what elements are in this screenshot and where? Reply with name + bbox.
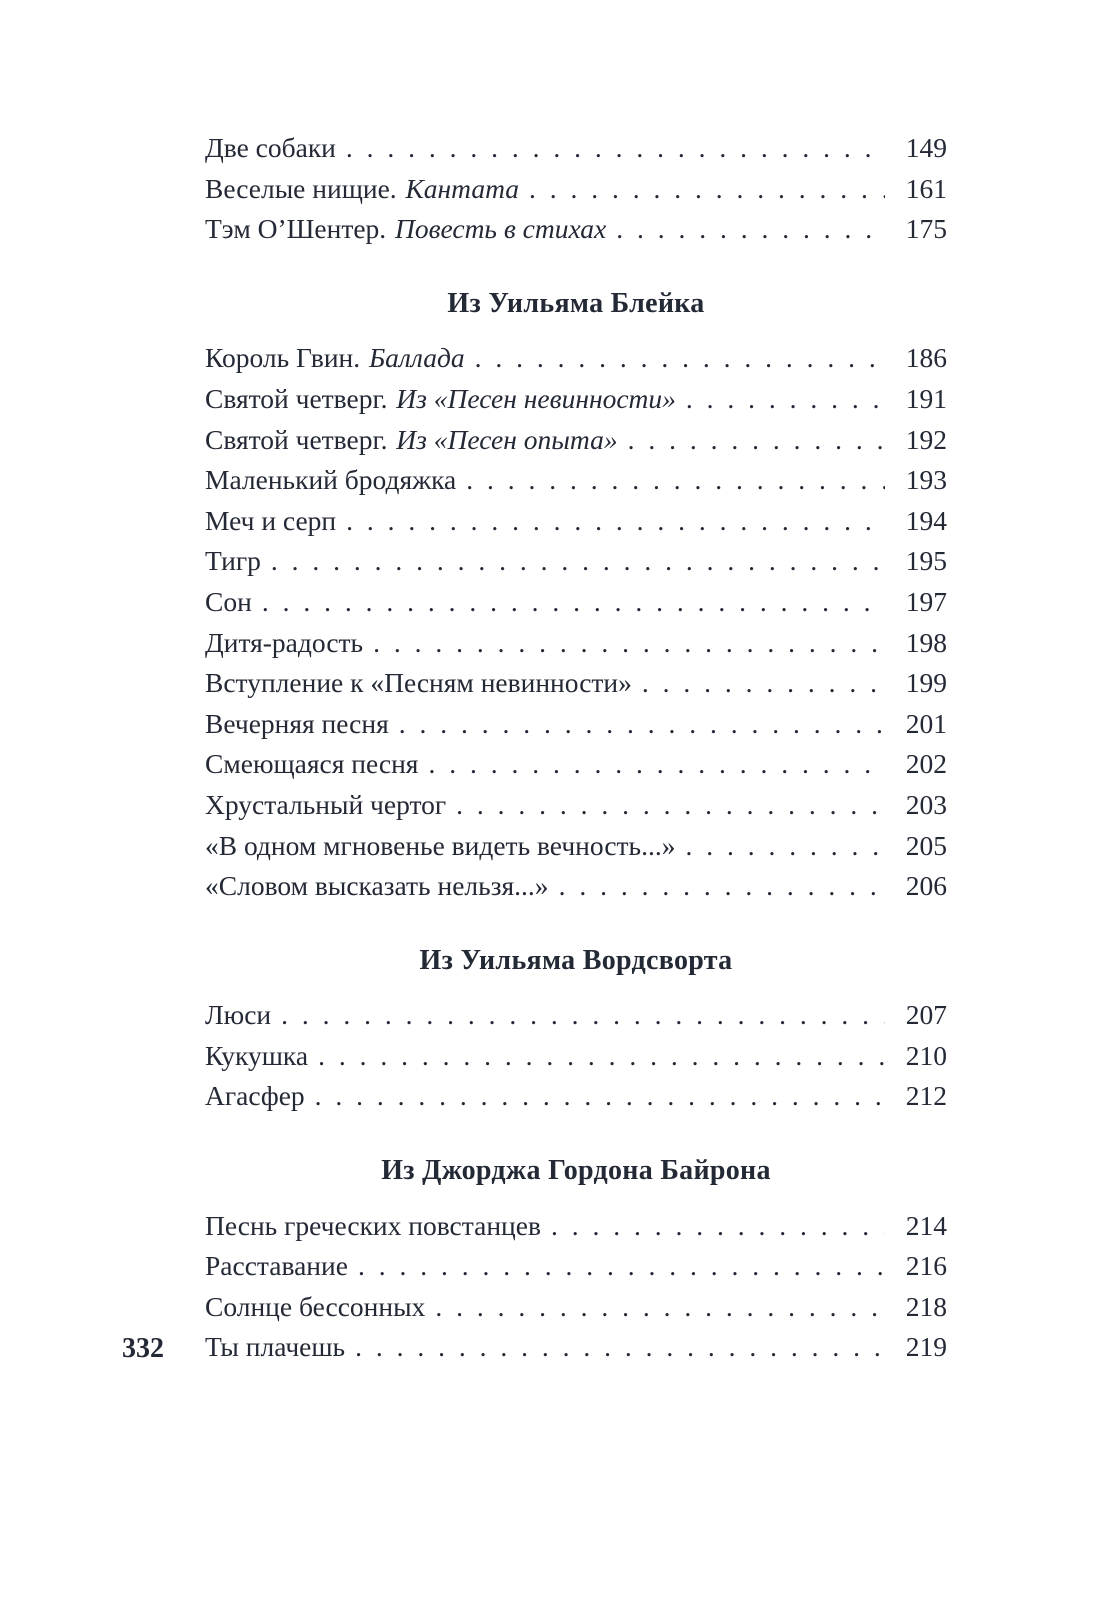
- toc-entry-title: Смеющаяся песня: [205, 748, 419, 780]
- section-heading: Из Уильяма Блейка: [447, 287, 705, 319]
- toc-entry: [205, 582, 947, 623]
- toc-entry-page: 194: [905, 504, 947, 536]
- toc-entry-title: «В одном мгновенье видеть вечность...»: [205, 829, 676, 861]
- table-of-contents: [205, 128, 947, 1368]
- dot-leader: [642, 663, 885, 704]
- toc-entry-page: 219: [905, 1331, 947, 1363]
- toc-entry-title: Вступление к «Песням невинности»: [205, 667, 632, 699]
- toc-entry-title: Сон: [205, 585, 252, 617]
- toc-section: [205, 941, 947, 1117]
- toc-entry-page: 214: [905, 1209, 947, 1241]
- toc-entry-title: Дитя-радость: [205, 626, 364, 658]
- toc-entry: [205, 1036, 947, 1077]
- dot-leader: [551, 1206, 885, 1247]
- dot-leader: [346, 128, 885, 169]
- section-heading: Из Уильяма Вордсворта: [419, 944, 733, 976]
- toc-entry-page: 218: [905, 1290, 947, 1322]
- toc-entry-title: Святой четверг.: [205, 423, 388, 455]
- toc-entry-page: 212: [905, 1080, 947, 1112]
- toc-entry-page: 198: [905, 626, 947, 658]
- toc-entry-title: Король Гвин.: [205, 342, 361, 374]
- toc-entry-title: Святой четверг.: [205, 382, 388, 414]
- dot-leader: [399, 704, 885, 745]
- dot-leader: [428, 744, 885, 785]
- dot-leader: [358, 1246, 885, 1287]
- toc-entry-page: 193: [905, 464, 947, 496]
- toc-entry-subtitle-italic: Из «Песен опыта»: [396, 423, 618, 455]
- dot-leader: [616, 209, 885, 250]
- toc-entry: [205, 541, 947, 582]
- toc-entry: [205, 379, 947, 420]
- toc-entry-subtitle-italic: Из «Песен невинности»: [396, 382, 676, 414]
- toc-entry: [205, 866, 947, 907]
- toc-entry-title: Маленький бродяжка: [205, 464, 457, 496]
- toc-entry-page: 195: [905, 545, 947, 577]
- toc-entry: [205, 1246, 947, 1287]
- toc-entry-title: Люси: [205, 999, 272, 1031]
- toc-entry-page: 186: [905, 342, 947, 374]
- toc-entry-title: Агасфер: [205, 1080, 305, 1112]
- toc-entry-page: 202: [905, 748, 947, 780]
- dot-leader: [456, 785, 885, 826]
- toc-entry: [205, 169, 947, 210]
- page-number: 332: [122, 1333, 164, 1364]
- toc-entry-title: Кукушка: [205, 1039, 309, 1071]
- toc-entry-title: Солнце бессонных: [205, 1290, 426, 1322]
- section-heading: Из Джорджа Гордона Байрона: [381, 1155, 771, 1187]
- dot-leader: [271, 541, 885, 582]
- dot-leader: [475, 338, 885, 379]
- dot-leader: [628, 420, 885, 461]
- toc-entry: [205, 1076, 947, 1117]
- toc-entry-subtitle-italic: Баллада: [368, 342, 465, 374]
- toc-entry: [205, 1287, 947, 1328]
- toc-entry-title: Хрустальный чертог: [205, 788, 447, 820]
- toc-entry-title: Расставание: [205, 1250, 348, 1282]
- toc-entry-page: 199: [905, 667, 947, 699]
- toc-entry-title: «Словом высказать нельзя...»: [205, 870, 549, 902]
- toc-entry: [205, 460, 947, 501]
- toc-entry-subtitle-italic: Кантата: [405, 172, 520, 204]
- toc-entry: [205, 338, 947, 379]
- dot-leader: [346, 501, 885, 542]
- toc-entry-page: 207: [905, 999, 947, 1031]
- toc-entry-page: 210: [905, 1039, 947, 1071]
- dot-leader: [435, 1287, 885, 1328]
- toc-entry-page: 161: [905, 172, 947, 204]
- dot-leader: [559, 866, 885, 907]
- toc-entry-title: Две собаки: [205, 132, 336, 163]
- dot-leader: [529, 169, 885, 210]
- toc-section: [205, 128, 947, 250]
- toc-entry-title: Песнь греческих повстанцев: [205, 1209, 541, 1241]
- toc-entry: [205, 128, 947, 169]
- toc-entry: [205, 209, 947, 250]
- dot-leader: [686, 379, 885, 420]
- toc-entry: [205, 1327, 947, 1368]
- toc-entry-page: 175: [905, 213, 947, 245]
- toc-entry: [205, 420, 947, 461]
- toc-entry-page: 192: [905, 423, 947, 455]
- toc-entry-title: Тэм О’Шентер.: [205, 213, 387, 245]
- toc-entry-page: 205: [905, 829, 947, 861]
- toc-entry-page: 149: [905, 132, 947, 163]
- toc-entry-page: 203: [905, 788, 947, 820]
- toc-entry-subtitle-italic: Повесть в стихах: [394, 213, 607, 245]
- toc-entry-title: Ты плачешь: [205, 1331, 346, 1363]
- dot-leader: [373, 623, 885, 664]
- dot-leader: [355, 1327, 885, 1368]
- toc-entry-page: 201: [905, 707, 947, 739]
- dot-leader: [262, 582, 885, 623]
- dot-leader: [281, 995, 885, 1036]
- toc-entry-page: 216: [905, 1250, 947, 1282]
- toc-entry-title: Меч и серп: [205, 504, 337, 536]
- toc-entry-page: 206: [905, 870, 947, 902]
- toc-entry-page: 197: [905, 585, 947, 617]
- toc-entry: [205, 623, 947, 664]
- toc-entry-page: 191: [905, 382, 947, 414]
- toc-entry: [205, 1206, 947, 1247]
- toc-entry: [205, 785, 947, 826]
- toc-entry: [205, 826, 947, 867]
- toc-entry-title: Вечерняя песня: [205, 707, 389, 739]
- dot-leader: [318, 1036, 885, 1077]
- toc-entry-title: Тигр: [205, 545, 261, 577]
- toc-entry: [205, 995, 947, 1036]
- toc-entry: [205, 501, 947, 542]
- toc-section: [205, 284, 947, 907]
- toc-section: [205, 1151, 947, 1368]
- dot-leader: [685, 826, 885, 867]
- dot-leader: [466, 460, 885, 501]
- toc-entry: [205, 744, 947, 785]
- toc-entry-title: Веселые нищие.: [205, 172, 397, 204]
- toc-entry: [205, 663, 947, 704]
- dot-leader: [315, 1076, 885, 1117]
- toc-entry: [205, 704, 947, 745]
